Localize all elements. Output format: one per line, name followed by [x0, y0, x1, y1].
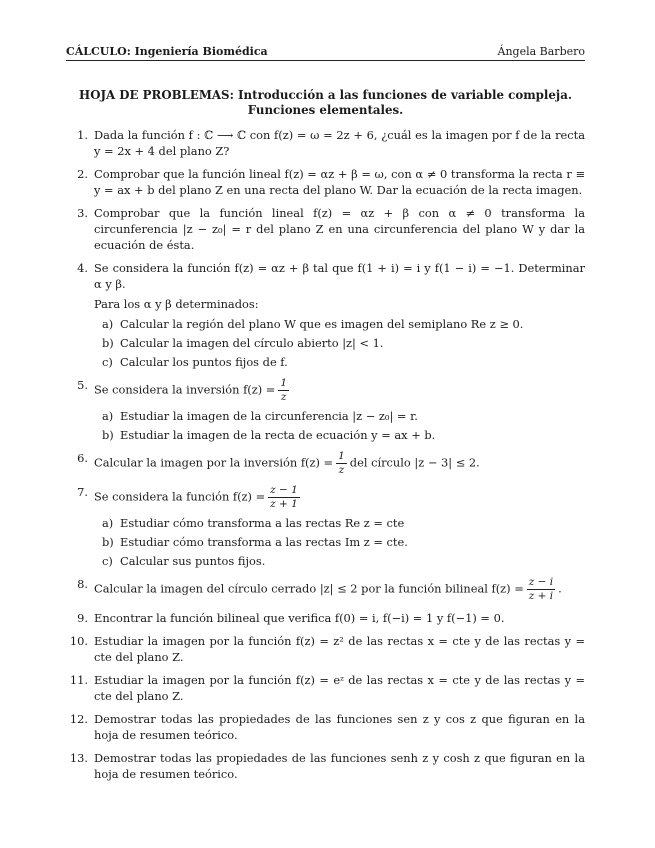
- problem-item: [66, 672, 585, 704]
- problem-text: [94, 166, 585, 198]
- fraction-denominator: z: [338, 464, 345, 476]
- subproblem-label: b): [102, 535, 114, 549]
- sheet-title: [66, 88, 585, 118]
- subproblem-item: [102, 427, 585, 443]
- problem-item: [66, 633, 585, 665]
- problem-number: 13.: [69, 751, 88, 765]
- subproblem-text: Estudiar la imagen de la circunferencia |z − z₀| = r.: [120, 409, 418, 423]
- problem-text: [94, 377, 585, 404]
- problem-text: [94, 576, 585, 603]
- problem-statement: Se considera la inversión f(z) =: [94, 382, 276, 397]
- subproblem-item: [102, 534, 585, 550]
- subproblem-item: [102, 553, 585, 569]
- subproblem-label: c): [102, 554, 113, 568]
- problem-item: [66, 711, 585, 743]
- problem-number: 9.: [77, 611, 88, 625]
- problem-item: [66, 166, 585, 198]
- subproblem-label: b): [102, 428, 114, 442]
- subproblem-list: [94, 515, 585, 569]
- problem-statement: Comprobar que la función lineal f(z) = αz + β = ω, con α ≠ 0 transforma la recta r ≡ y = ax + b del plano Z en una recta del plano W. Dar la ecuación de la recta imagen.: [94, 167, 585, 197]
- problem-number: 7.: [77, 485, 88, 499]
- problem-text: [94, 260, 585, 292]
- fraction: [268, 484, 300, 511]
- problem-number: 10.: [69, 634, 88, 648]
- problem-item: [66, 450, 585, 477]
- fraction-numerator: 1: [338, 450, 345, 462]
- fraction: [336, 450, 347, 477]
- problem-statement: Demostrar todas las propiedades de las funciones sen z y cos z que figuran en la hoja de resumen teórico.: [94, 712, 585, 742]
- sheet-title-line-2: Funciones elementales.: [247, 103, 404, 117]
- problem-statement-tail: .: [558, 581, 562, 596]
- subproblem-item: [102, 354, 585, 370]
- header-rule: [66, 60, 585, 61]
- problem-item: [66, 610, 585, 626]
- problem-item: [66, 377, 585, 443]
- problem-number: 2.: [77, 167, 88, 181]
- problem-statement: Dada la función f : ℂ ⟶ ℂ con f(z) = ω = 2z + 6, ¿cuál es la imagen por f de la recta y = 2x + 4 del plano Z?: [94, 128, 585, 158]
- problem-text: [94, 205, 585, 253]
- problem-item: [66, 260, 585, 370]
- problem-statement: Encontrar la función bilineal que verifica f(0) = i, f(−i) = 1 y f(−1) = 0.: [94, 611, 505, 625]
- fraction: [278, 377, 289, 404]
- subproblem-item: [102, 335, 585, 351]
- problem-statement: Se considera la función f(z) = αz + β tal que f(1 + i) = i y f(1 − i) = −1. Determinar α y β.: [94, 261, 585, 291]
- subproblem-item: [102, 316, 585, 332]
- page-header: [66, 45, 585, 58]
- problem-note: Para los α y β determinados:: [94, 297, 259, 311]
- problem-text: [94, 127, 585, 159]
- problem-statement: Demostrar todas las propiedades de las funciones senh z y cosh z que figuran en la hoja de resumen teórico.: [94, 751, 585, 781]
- problem-number: 12.: [69, 712, 88, 726]
- problem-text: [94, 484, 585, 511]
- problem-statement: Estudiar la imagen por la función f(z) = z² de las rectas x = cte y de las rectas y = cte del plano Z.: [94, 634, 585, 664]
- problem-number: 1.: [77, 128, 88, 142]
- problem-text: [94, 672, 585, 704]
- author-name: Ángela Barbero: [497, 45, 585, 58]
- problem-text: [94, 750, 585, 782]
- problem-text: [94, 633, 585, 665]
- problem-statement: Estudiar la imagen por la función f(z) = eᶻ de las rectas x = cte y de las rectas y = cte del plano Z.: [94, 673, 585, 703]
- problem-number: 11.: [69, 673, 88, 687]
- subproblem-text: Estudiar cómo transforma a las rectas Im z = cte.: [120, 535, 408, 549]
- course-title: CÁLCULO: Ingeniería Biomédica: [66, 45, 268, 58]
- problem-text: [94, 610, 585, 626]
- subproblem-list: [94, 316, 585, 370]
- subproblem-text: Calcular sus puntos fijos.: [120, 554, 266, 568]
- fraction: [527, 576, 555, 603]
- problem-number: 6.: [77, 451, 88, 465]
- sheet-title-line-1: HOJA DE PROBLEMAS: Introducción a las funciones de variable compleja.: [79, 88, 572, 102]
- subproblem-text: Estudiar cómo transforma a las rectas Re z = cte: [120, 516, 405, 530]
- subproblem-list: [94, 408, 585, 443]
- subproblem-text: Calcular la imagen del círculo abierto |z| < 1.: [120, 336, 384, 350]
- problem-text: [94, 711, 585, 743]
- problem-item: [66, 205, 585, 253]
- fraction-numerator: 1: [280, 377, 288, 389]
- problem-text: [94, 450, 585, 477]
- subproblem-label: b): [102, 336, 114, 350]
- problem-number: 3.: [77, 206, 88, 220]
- fraction-denominator: z: [280, 391, 287, 403]
- problem-list: [66, 127, 585, 789]
- fraction-numerator: z − i: [528, 576, 554, 588]
- problem-statement: Calcular la imagen por la inversión f(z) =: [94, 455, 334, 470]
- subproblem-text: Calcular la región del plano W que es imagen del semiplano Re z ≥ 0.: [120, 317, 524, 331]
- problem-number: 5.: [77, 378, 88, 392]
- problem-item: [66, 576, 585, 603]
- fraction-denominator: z + 1: [270, 498, 298, 510]
- subproblem-text: Calcular los puntos fijos de f.: [120, 355, 288, 369]
- subproblem-item: [102, 515, 585, 531]
- problem-statement: Se considera la función f(z) =: [94, 489, 266, 504]
- problem-item: [66, 484, 585, 569]
- subproblem-label: a): [102, 409, 114, 423]
- subproblem-label: c): [102, 355, 113, 369]
- problem-statement: Calcular la imagen del círculo cerrado |z| ≤ 2 por la función bilineal f(z) =: [94, 581, 524, 596]
- problem-statement: Comprobar que la función lineal f(z) = αz + β con α ≠ 0 transforma la circunferencia |z − z₀| = r del plano Z en una circunferencia del plano W y dar la ecuación de ésta.: [94, 206, 585, 252]
- fraction-numerator: z − 1: [270, 484, 298, 496]
- subproblem-label: a): [102, 516, 114, 530]
- problem-number: 4.: [77, 261, 88, 275]
- subproblem-item: [102, 408, 585, 424]
- problem-number: 8.: [77, 577, 88, 591]
- fraction-denominator: z + i: [528, 590, 554, 602]
- problem-statement-tail: del círculo |z − 3| ≤ 2.: [349, 455, 480, 470]
- problem-item: [66, 750, 585, 782]
- subproblem-text: Estudiar la imagen de la recta de ecuación y = ax + b.: [120, 428, 436, 442]
- subproblem-label: a): [102, 317, 114, 331]
- problem-item: [66, 127, 585, 159]
